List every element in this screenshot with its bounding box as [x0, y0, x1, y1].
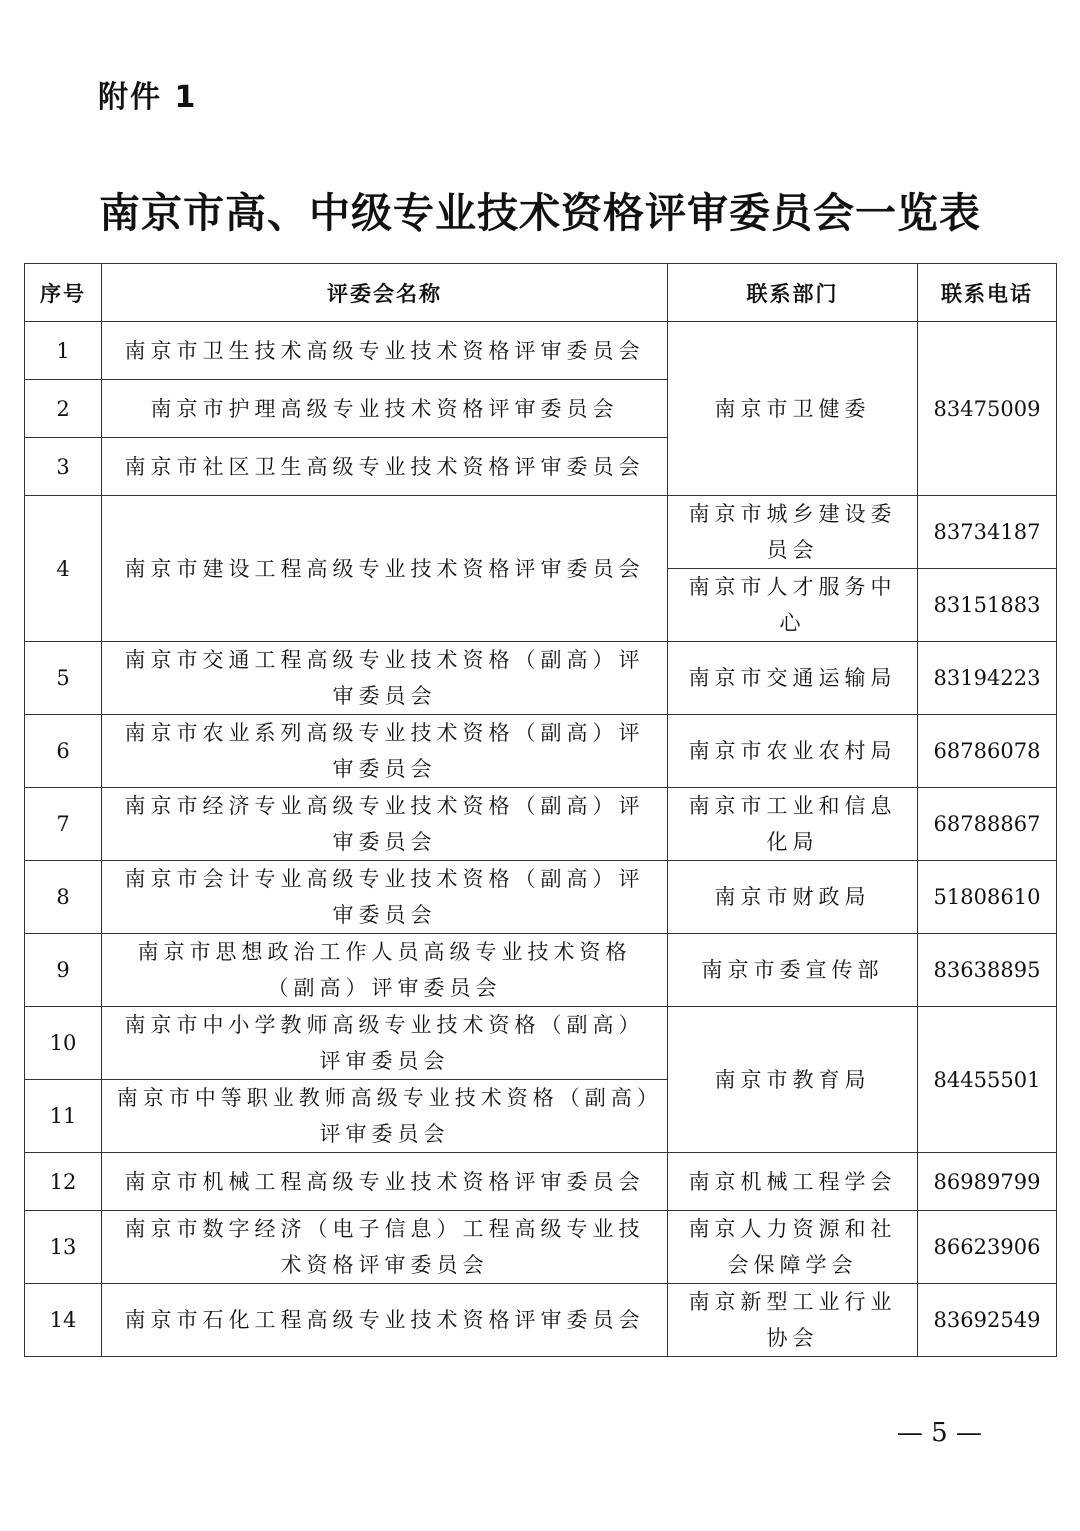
contact-dept: 南京市财政局: [668, 861, 918, 934]
row-number: 11: [25, 1080, 102, 1153]
contact-phone: 83194223: [918, 642, 1057, 715]
contact-dept: 南京市人才服务中心: [668, 569, 918, 642]
committee-name: 南京市思想政治工作人员高级专业技术资格（副高）评审委员会: [102, 934, 668, 1007]
committee-name: 南京市建设工程高级专业技术资格评审委员会: [102, 496, 668, 642]
contact-dept: 南京市农业农村局: [668, 715, 918, 788]
row-number: 12: [25, 1153, 102, 1211]
committee-name: 南京市会计专业高级专业技术资格（副高）评审委员会: [102, 861, 668, 934]
contact-phone: 68788867: [918, 788, 1057, 861]
row-number: 8: [25, 861, 102, 934]
table-row: [25, 861, 1057, 934]
row-number: 6: [25, 715, 102, 788]
row-number: 5: [25, 642, 102, 715]
table-row: [25, 1153, 1057, 1211]
header-contact-dept: 联系部门: [668, 264, 918, 322]
contact-phone: 83475009: [918, 322, 1057, 496]
row-number: 9: [25, 934, 102, 1007]
committee-name: 南京市石化工程高级专业技术资格评审委员会: [102, 1284, 668, 1357]
table-row: [25, 1284, 1057, 1357]
contact-phone: 86989799: [918, 1153, 1057, 1211]
table-row: [25, 788, 1057, 861]
committee-name: 南京市经济专业高级专业技术资格（副高）评审委员会: [102, 788, 668, 861]
contact-phone: 83734187: [918, 496, 1057, 569]
row-number: 3: [25, 438, 102, 496]
contact-dept: 南京机械工程学会: [668, 1153, 918, 1211]
contact-dept: 南京市委宣传部: [668, 934, 918, 1007]
committee-name: 南京市数字经济（电子信息）工程高级专业技术资格评审委员会: [102, 1211, 668, 1284]
attachment-label: 附件 1: [98, 80, 198, 115]
row-number: 7: [25, 788, 102, 861]
contact-phone: 83692549: [918, 1284, 1057, 1357]
committee-name: 南京市卫生技术高级专业技术资格评审委员会: [102, 322, 668, 380]
row-number: 1: [25, 322, 102, 380]
contact-phone: 83638895: [918, 934, 1057, 1007]
contact-phone: 86623906: [918, 1211, 1057, 1284]
table-row: [25, 1007, 1057, 1080]
contact-phone: 84455501: [918, 1007, 1057, 1153]
contact-phone: 51808610: [918, 861, 1057, 934]
page-number: — 5 —: [896, 1418, 982, 1448]
contact-phone: 83151883: [918, 569, 1057, 642]
committee-name: 南京市农业系列高级专业技术资格（副高）评审委员会: [102, 715, 668, 788]
row-number: 2: [25, 380, 102, 438]
committee-name: 南京市交通工程高级专业技术资格（副高）评审委员会: [102, 642, 668, 715]
header-committee-name: 评委会名称: [102, 264, 668, 322]
table-row: [25, 642, 1057, 715]
table-row: [25, 715, 1057, 788]
table-row: [25, 496, 1057, 569]
header-contact-phone: 联系电话: [918, 264, 1057, 322]
contact-dept: 南京市卫健委: [668, 322, 918, 496]
contact-dept: 南京市交通运输局: [668, 642, 918, 715]
contact-dept: 南京市城乡建设委员会: [668, 496, 918, 569]
committee-name: 南京市护理高级专业技术资格评审委员会: [102, 380, 668, 438]
contact-dept: 南京市工业和信息化局: [668, 788, 918, 861]
committee-name: 南京市中等职业教师高级专业技术资格（副高）评审委员会: [102, 1080, 668, 1153]
committee-name: 南京市社区卫生高级专业技术资格评审委员会: [102, 438, 668, 496]
row-number: 4: [25, 496, 102, 642]
contact-phone: 68786078: [918, 715, 1057, 788]
row-number: 13: [25, 1211, 102, 1284]
committee-name: 南京市中小学教师高级专业技术资格（副高）评审委员会: [102, 1007, 668, 1080]
document-title: 南京市高、中级专业技术资格评审委员会一览表: [99, 189, 981, 237]
row-number: 14: [25, 1284, 102, 1357]
table-row: [25, 934, 1057, 1007]
table-row: [25, 322, 1057, 380]
table-row: [25, 1211, 1057, 1284]
header-serial: 序号: [25, 264, 102, 322]
committee-name: 南京市机械工程高级专业技术资格评审委员会: [102, 1153, 668, 1211]
committee-table: [24, 263, 1057, 1357]
contact-dept: 南京新型工业行业协会: [668, 1284, 918, 1357]
contact-dept: 南京人力资源和社会保障学会: [668, 1211, 918, 1284]
contact-dept: 南京市教育局: [668, 1007, 918, 1153]
table-header-row: [25, 264, 1057, 322]
row-number: 10: [25, 1007, 102, 1080]
